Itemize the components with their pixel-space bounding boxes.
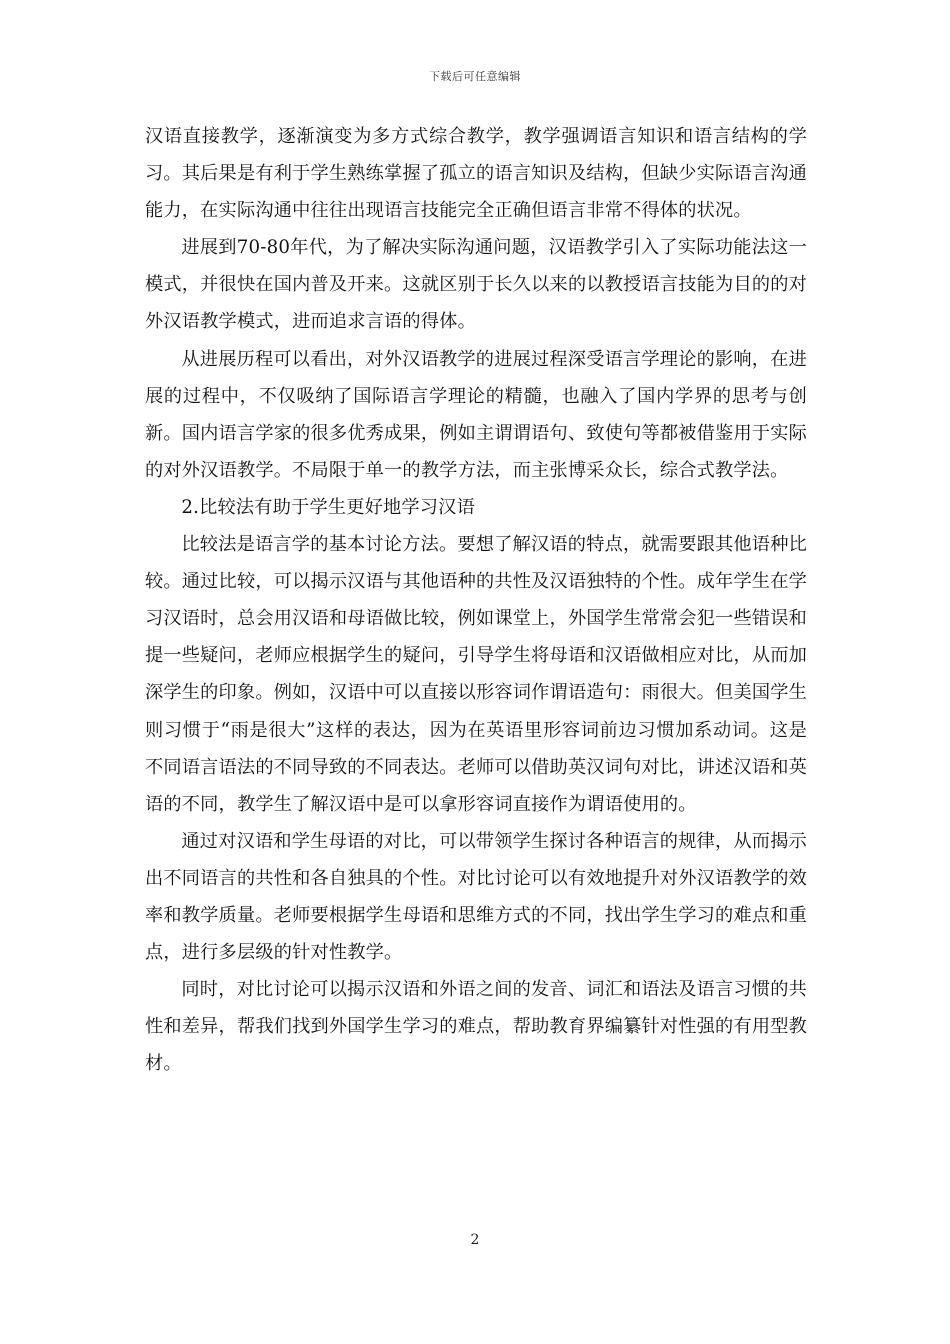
page-number: 2	[470, 1232, 480, 1248]
paragraph-3: 从进展历程可以看出，对外汉语教学的进展过程深受语言学理论的影响，在进展的过程中，不仅吸纳了国际语言学理论的精髓，也融入了国内学界的思考与创新。国内语言学家的很多优秀成果，例如主谓谓语句、致使句等都被借鉴用于实际的对外汉语教学。不局限于单一的教学方法，而主张博采众长，综合式教学法。	[145, 348, 807, 481]
paragraph-5: 通过对汉语和学生母语的对比，可以带领学生探讨各种语言的规律，从而揭示出不同语言的共性和各自独具的个性。对比讨论可以有效地提升对外汉语教学的效率和教学质量。老师要根据学生母语和思维方式的不同，找出学生学习的难点和重点，进行多层级的针对性教学。	[145, 830, 807, 964]
section-heading: 2.比较法有助于学生更好地学习汉语	[181, 496, 475, 518]
document-body	[145, 118, 807, 1082]
paragraph-4: 比较法是语言学的基本讨论方法。要想了解汉语的特点，就需要跟其他语种比较。通过比较，可以揭示汉语与其他语种的共性及汉语独特的个性。成年学生在学习汉语时，总会用汉语和母语做比较，例如课堂上，外国学生常常会犯一些错误和提一些疑问，老师应根据学生的疑问，引导学生将母语和汉语做相应对比，从而加深学生的印象。例如，汉语中可以直接以形容词作谓语造句：雨很大。但美国学生则习惯于“雨是很大”这样的表达，因为在英语里形容词前边习惯加系动词。这是不同语言语法的不同导致的不同表达。老师可以借助英汉词句对比，讲述汉语和英语的不同，教学生了解汉语中是可以拿形容词直接作为谓语使用的。	[145, 534, 807, 815]
page-header: 下载后可任意编辑	[429, 70, 521, 83]
paragraph-6: 同时，对比讨论可以揭示汉语和外语之间的发音、词汇和语法及语言习惯的共性和差异，帮我们找到外国学生学习的难点，帮助教育界编纂针对性强的有用型教材。	[145, 979, 807, 1075]
paragraph-1: 汉语直接教学，逐渐演变为多方式综合教学，教学强调语言知识和语言结构的学习。其后果是有利于学生熟练掌握了孤立的语言知识及结构，但缺少实际语言沟通能力，在实际沟通中往往出现语言技能完全正确但语言非常不得体的状况。	[145, 126, 807, 222]
paragraph-2: 进展到70-80年代，为了解决实际沟通问题，汉语教学引入了实际功能法这一模式，并很快在国内普及开来。这就区别于长久以来的以教授语言技能为目的的对外汉语教学模式，进而追求言语的得体。	[145, 237, 807, 333]
